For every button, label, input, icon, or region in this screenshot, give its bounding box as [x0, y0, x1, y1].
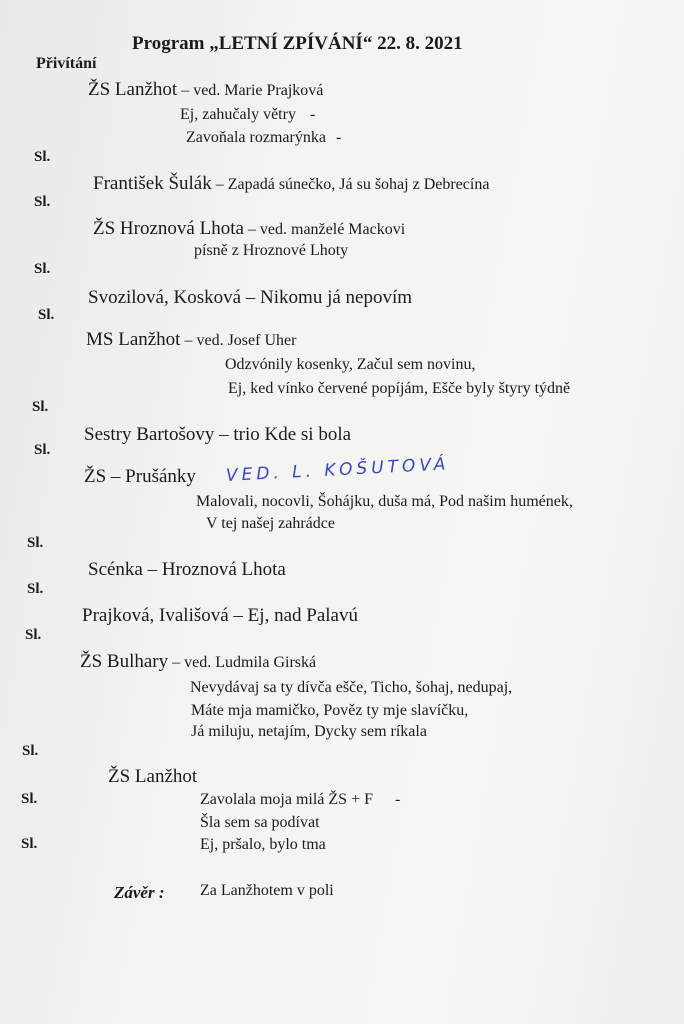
song-line: Ej, zahučaly větry - [180, 106, 316, 123]
sl-marker: Sl. [21, 791, 38, 807]
performer: František Šulák – Zapadá súnečko, Já su šohaj z Debrecína [93, 173, 490, 194]
program-title: Program „LETNÍ ZPÍVÁNÍ“ 22. 8. 2021 [132, 33, 463, 54]
song-line: Já miluju, netajím, Dycky sem ríkala [191, 723, 427, 740]
performer: ŽS Lanžhot [108, 766, 198, 787]
performer: MS Lanžhot – ved. Josef Uher [86, 329, 297, 350]
performer: ŽS – Prušánky [84, 466, 196, 487]
closing-label: Závěr : [114, 883, 165, 902]
sl-marker: Sl. [34, 194, 51, 210]
song-line: Máte mja mamičko, Pověz ty mje slavíčku, [191, 702, 469, 719]
sl-marker: Sl. [34, 149, 51, 165]
performer: Svozilová, Kosková – Nikomu já nepovím [88, 287, 413, 308]
sl-marker: Sl. [22, 743, 39, 759]
welcome-heading: Přivítání [36, 55, 97, 72]
song-line: Zavolala moja milá ŽS + F - [200, 791, 401, 808]
performer: ŽS Hroznová Lhota – ved. manželé Mackovi [93, 218, 406, 239]
performer: Prajková, Ivališová – Ej, nad Palavú [82, 605, 358, 626]
sl-marker: Sl. [27, 535, 44, 551]
song-line: Zavoňala rozmarýnka - [186, 129, 342, 146]
sl-marker: Sl. [34, 442, 51, 458]
closing-song: Za Lanžhotem v poli [200, 882, 334, 899]
sl-marker: Sl. [34, 261, 51, 277]
sl-marker: Sl. [21, 836, 38, 852]
performer: Sestry Bartošovy – trio Kde si bola [84, 424, 352, 445]
performer: Scénka – Hroznová Lhota [88, 559, 286, 580]
handwritten-note: VED. L. KOŠUTOVÁ [225, 454, 450, 486]
sl-marker: Sl. [38, 307, 55, 323]
song-line: Odzvónily kosenky, Začul sem novinu, [225, 356, 476, 373]
performer: ŽS Lanžhot – ved. Marie Prajková [88, 79, 324, 100]
sl-marker: Sl. [25, 627, 42, 643]
sl-marker: Sl. [32, 399, 49, 415]
song-line: Nevydávaj sa ty dívča ešče, Ticho, šohaj, nedupaj, [190, 679, 513, 696]
song-line: V tej našej zahrádce [206, 515, 335, 532]
sl-marker: Sl. [27, 581, 44, 597]
performer: ŽS Bulhary – ved. Ludmila Girská [80, 651, 317, 672]
song-line: Šla sem sa podívat [200, 814, 320, 831]
song-line: Ej, pršalo, bylo tma [200, 836, 326, 853]
song-line: Malovali, nocovli, Šohájku, duša má, Pod našim humének, [196, 493, 573, 510]
song-line: Ej, ked vínko červené popíjám, Ešče byly štyry týdně [228, 380, 571, 397]
song-line: písně z Hroznové Lhoty [194, 242, 349, 259]
